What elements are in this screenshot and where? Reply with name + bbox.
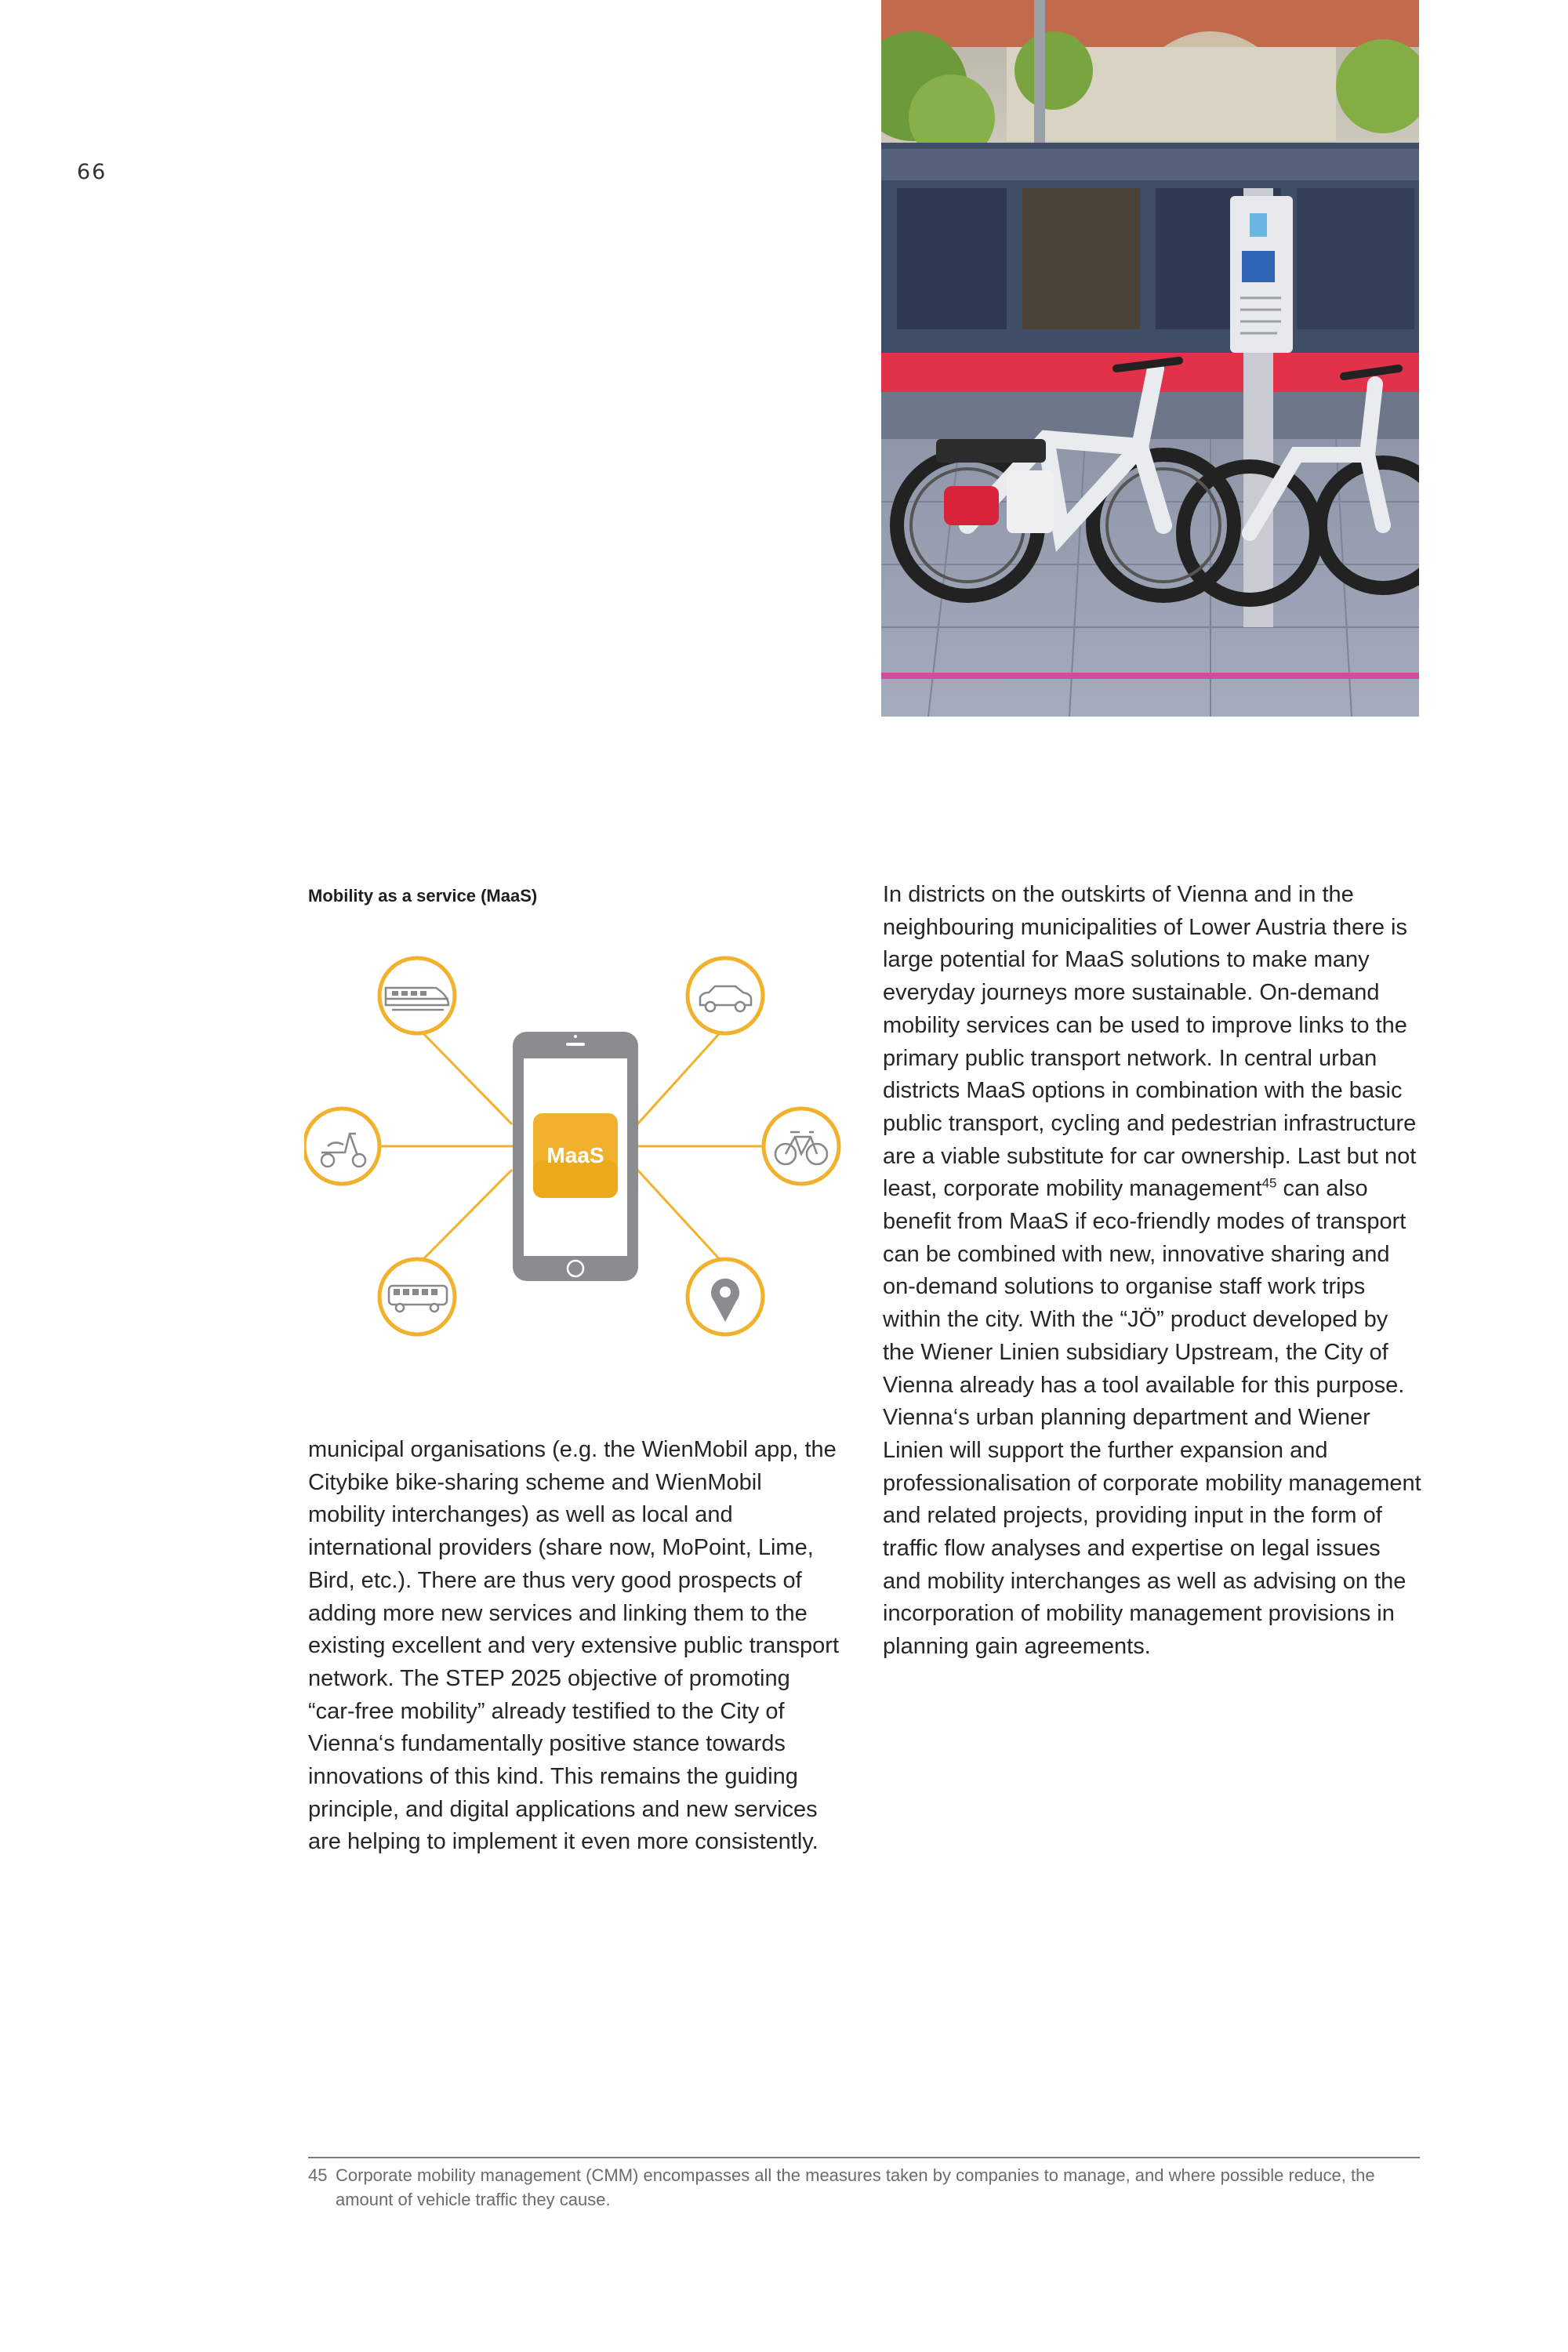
car-icon — [688, 958, 763, 1033]
bike-sharing-photo-illustration — [881, 0, 1419, 717]
page-number: 66 — [77, 160, 107, 184]
bus-icon — [379, 1259, 455, 1334]
footnote-number: 45 — [308, 2165, 328, 2185]
footnote — [308, 2163, 1420, 2212]
train-icon — [379, 958, 455, 1033]
body-text-left-column: municipal organisations (e.g. the WienMobil app, the Citybike bike-sharing scheme and WienMobil mobility interchanges) as well as local and international providers (share now, MoPoint, Lime, Bird, etc.). There are thus very good prospects of adding more new services and linking them to the existing excellent and very extensive public transport network. The STEP 2025 objective of promoting “car-free mobility” already testified to the City of Vienna‘s fundamentally positive stance towards innovations of this kind. This remains the guiding principle, and digital applications and new services are helping to implement it even more consistently. — [308, 1437, 840, 1855]
bicycle-icon — [764, 1109, 839, 1184]
scooter-icon — [304, 1109, 379, 1184]
footnote-reference[interactable]: 45 — [1261, 1175, 1277, 1191]
footnote-text: Corporate mobility management (CMM) encompasses all the measures taken by companies to manage, and where possible reduce, the amount of vehicle traffic they cause. — [336, 2165, 1375, 2209]
diagram-title: Mobility as a service (MaaS) — [308, 886, 538, 906]
location-pin-icon — [688, 1259, 763, 1334]
footnote-divider — [308, 2157, 1420, 2158]
maas-diagram — [304, 939, 853, 1363]
body-text-right-column — [883, 879, 1424, 1664]
right-column-part2: can also benefit from MaaS if eco-friendly modes of transport can be combined with new, innovative sharing and on-demand solutions to organise staff work trips within the city. With the “JÖ” product developed by the Wiener Linien subsidiary Upstream, the City of Vienna already has a tool available for this purpose. Vienna‘s urban planning department and Wiener Linien will support the further expansion and professionalisation of corporate mobility management and related projects, providing input in the form of traffic flow analyses and expertise on legal issues and mobility interchanges as well as advising on the incorporation of mobility management provisions in planning gain agreements. — [883, 1176, 1421, 1660]
maas-app-label: MaaS — [546, 1143, 604, 1167]
right-column-part1: In districts on the outskirts of Vienna and in the neighbouring municipalities of Lower Austria there is large potential for MaaS solutions to make many everyday journeys more sustainable. On-demand mobility services can be used to improve links to the primary public transport network. In central urban districts MaaS options in combination with the basic public transport, cycling and pedestrian infrastructure are a viable substitute for car ownership. Last but not least, corporate mobility management — [883, 882, 1417, 1202]
bike-sharing-photo — [881, 0, 1419, 717]
